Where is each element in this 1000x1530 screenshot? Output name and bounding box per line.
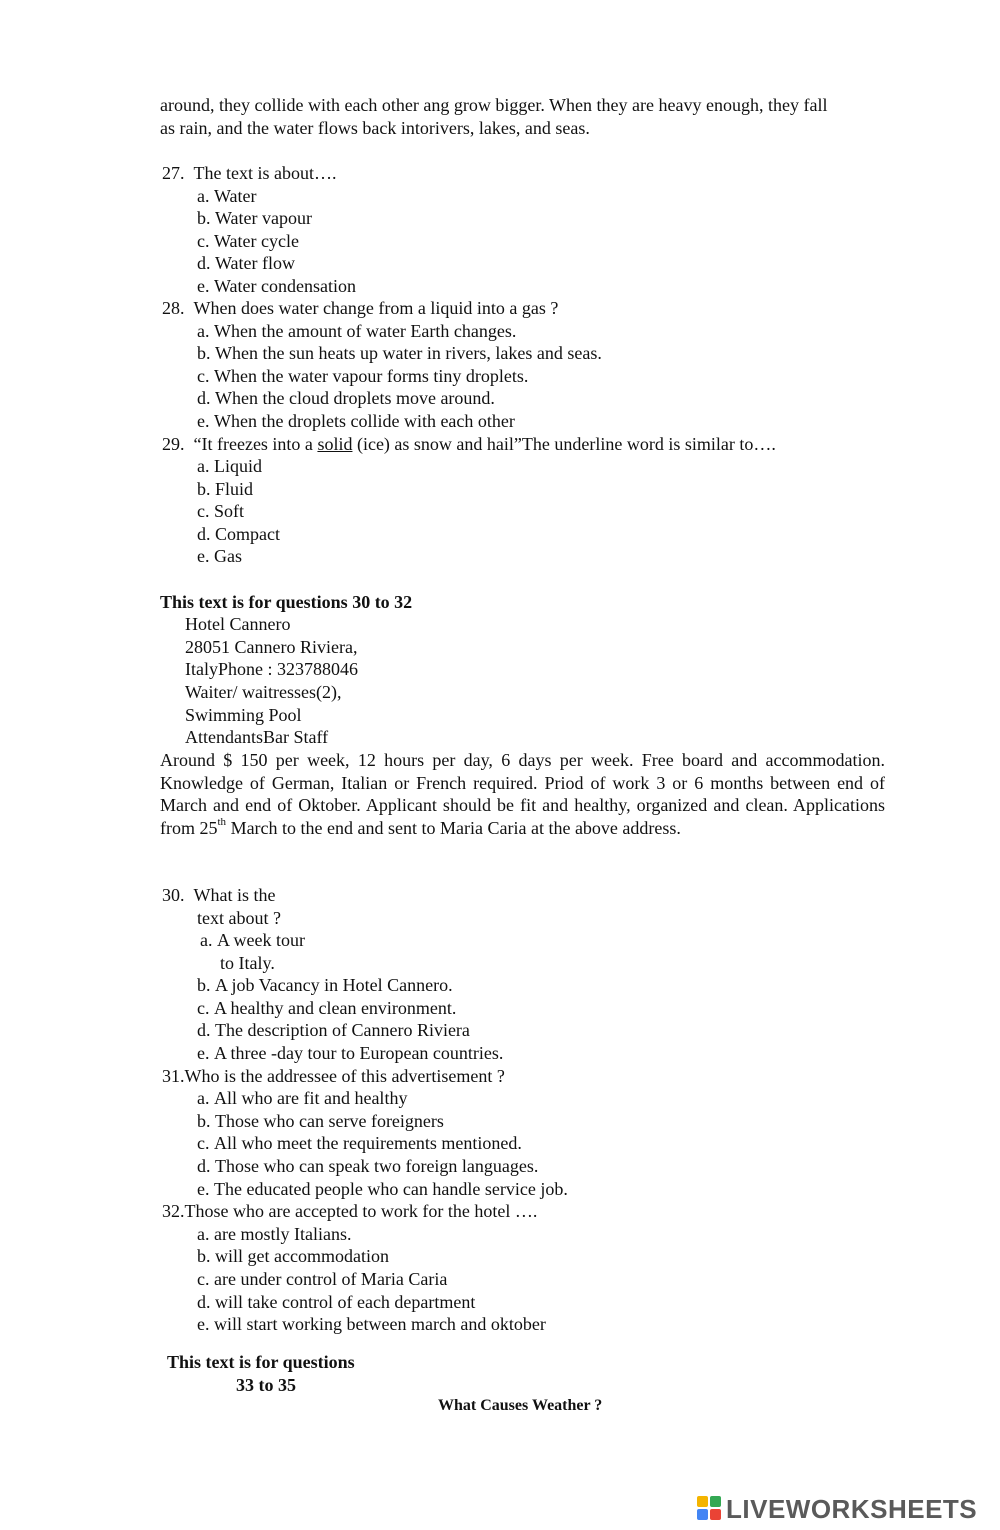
option-28b[interactable]: b. When the sun heats up water in rivers, lakes and seas. <box>197 343 602 363</box>
option-28a[interactable]: a. When the amount of water Earth changes. <box>197 321 517 341</box>
option-31a[interactable]: a. All who are fit and healthy <box>197 1088 408 1108</box>
section-heading-30-32: This text is for questions 30 to 32 <box>160 592 413 612</box>
option-29d[interactable]: d. Compact <box>197 524 280 544</box>
ad-line: Waiter/ waitresses(2), <box>185 682 342 702</box>
option-30e[interactable]: e. A three -day tour to European countries. <box>197 1043 504 1063</box>
option-27e[interactable]: e. Water condensation <box>197 276 356 296</box>
question-text: What is the <box>193 885 276 905</box>
ad-line: ItalyPhone : 323788046 <box>185 659 358 679</box>
option-29b[interactable]: b. Fluid <box>197 479 254 499</box>
option-32c[interactable]: c. are under control of Maria Caria <box>197 1269 448 1289</box>
option-27b[interactable]: b. Water vapour <box>197 208 313 228</box>
option-32e[interactable]: e. will start working between march and oktober <box>197 1314 546 1334</box>
question-number: 27. <box>162 163 185 183</box>
option-30a[interactable]: a. A week tour <box>200 930 305 950</box>
ad-line: Hotel Cannero <box>185 614 291 634</box>
question-28 <box>162 297 558 319</box>
section-heading-33-35-cont: 33 to 35 <box>236 1375 296 1395</box>
option-31b[interactable]: b. Those who can serve foreigners <box>197 1111 444 1131</box>
liveworksheets-logo[interactable] <box>697 1494 977 1524</box>
option-31c[interactable]: c. All who meet the requirements mentioned. <box>197 1133 522 1153</box>
option-30d[interactable]: d. The description of Cannero Riviera <box>197 1020 470 1040</box>
option-30b[interactable]: b. A job Vacancy in Hotel Cannero. <box>197 975 453 995</box>
passage-line-1: around, they collide with each other ang grow bigger. When they are heavy enough, they fall <box>160 95 828 115</box>
liveworksheets-logo-icon <box>697 1496 723 1522</box>
option-31e[interactable]: e. The educated people who can handle service job. <box>197 1179 568 1199</box>
ad-line: 28051 Cannero Riviera, <box>185 637 358 657</box>
question-text: When does water change from a liquid into a gas ? <box>193 298 559 318</box>
option-30a-cont[interactable]: to Italy. <box>220 953 275 973</box>
question-27 <box>162 162 336 184</box>
option-27a[interactable]: a. Water <box>197 186 257 206</box>
ad-line: AttendantsBar Staff <box>185 727 329 747</box>
option-29a[interactable]: a. Liquid <box>197 456 262 476</box>
section-heading-33-35: This text is for questions <box>167 1352 355 1372</box>
question-32 <box>162 1200 537 1222</box>
question-31 <box>162 1065 505 1087</box>
question-number: 28. <box>162 298 185 318</box>
option-30c[interactable]: c. A healthy and clean environment. <box>197 998 457 1018</box>
question-30 <box>162 884 275 906</box>
question-number: 32. <box>162 1201 185 1221</box>
option-29e[interactable]: e. Gas <box>197 546 242 566</box>
question-text: Who is the addressee of this advertisement ? <box>184 1066 505 1086</box>
question-number: 29. <box>162 434 185 454</box>
passage-title: What Causes Weather ? <box>438 1397 603 1414</box>
option-31d[interactable]: d. Those who can speak two foreign languages. <box>197 1156 539 1176</box>
underlined-word: solid <box>317 434 353 454</box>
option-27d[interactable]: d. Water flow <box>197 253 296 273</box>
option-29c[interactable]: c. Soft <box>197 501 245 521</box>
option-32d[interactable]: d. will take control of each department <box>197 1292 476 1312</box>
passage-line-2: as rain, and the water flows back intorivers, lakes, and seas. <box>160 118 590 138</box>
ad-line: Swimming Pool <box>185 705 302 725</box>
option-28d[interactable]: d. When the cloud droplets move around. <box>197 388 495 408</box>
option-28e[interactable]: e. When the droplets collide with each other <box>197 411 515 431</box>
question-text: The text is about…. <box>193 163 337 183</box>
question-number: 31. <box>162 1066 185 1086</box>
option-32a[interactable]: a. are mostly Italians. <box>197 1224 352 1244</box>
question-29: 29. “It freezes into a solid (ice) as snow and hail”The underline word is similar to…. <box>162 434 776 454</box>
advertisement-body: Around $ 150 per week, 12 hours per day, 6 days per week. Free board and accommodation. Knowledge of German, Italian or French required. Priod of work 3 or 6 months between end of March and end of Oktober. Applicant should be fit and healthy, organized and clean. Applications from 25th March to the end and sent to Maria Caria at the above address. <box>160 750 885 838</box>
option-32b[interactable]: b. will get accommodation <box>197 1246 389 1266</box>
brand-name: LIVEWORKSHEETS <box>726 1493 978 1524</box>
option-27c[interactable]: c. Water cycle <box>197 231 299 251</box>
option-28c[interactable]: c. When the water vapour forms tiny droplets. <box>197 366 529 386</box>
question-number: 30. <box>162 885 185 905</box>
question-text: Those who are accepted to work for the hotel …. <box>184 1201 538 1221</box>
question-text-cont: text about ? <box>197 908 281 928</box>
